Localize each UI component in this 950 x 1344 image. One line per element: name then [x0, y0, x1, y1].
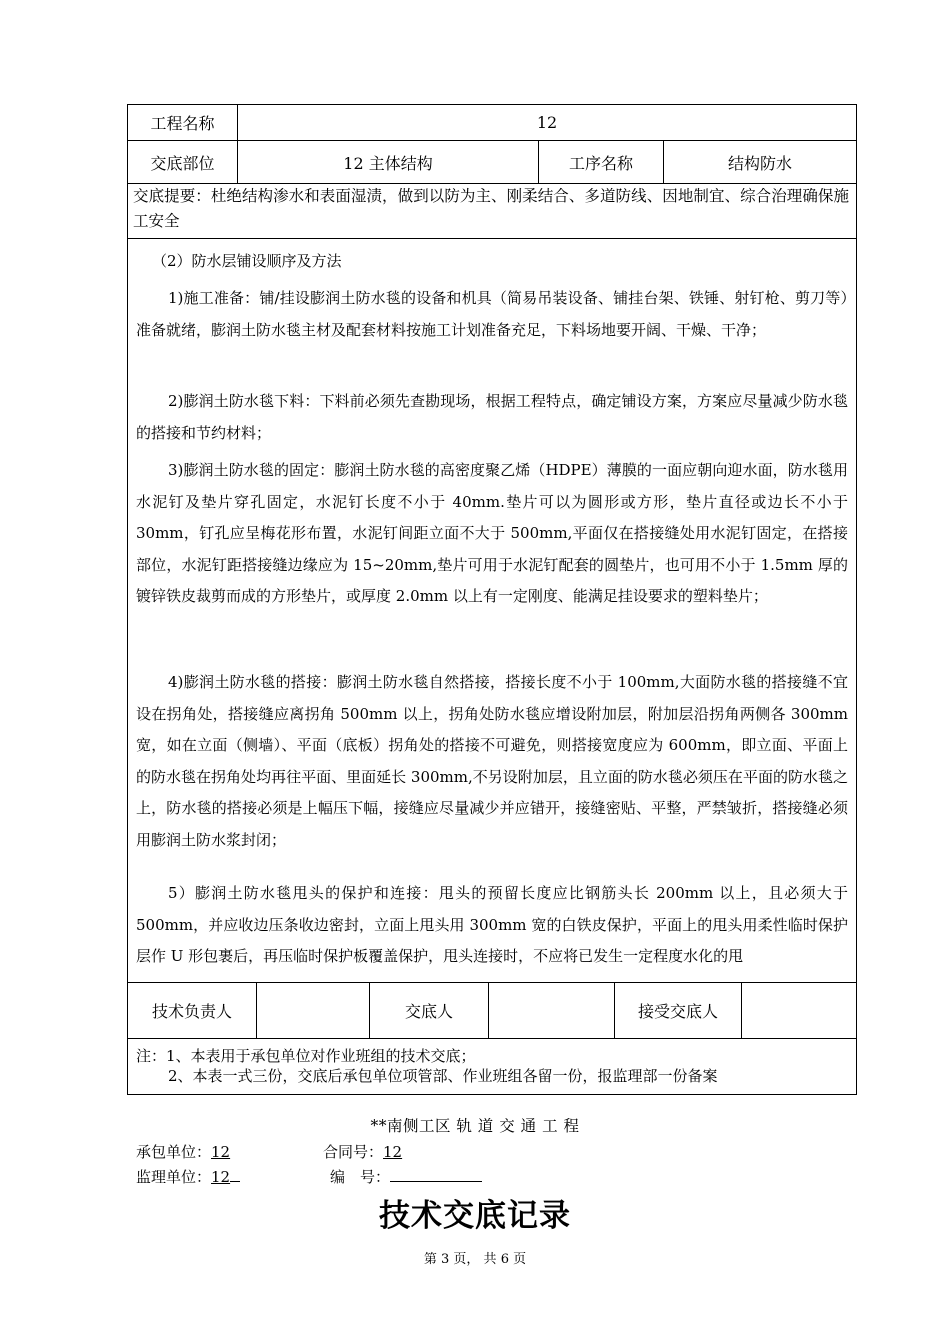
disclosure-summary: 交底提要：杜绝结构渗水和表面湿渍，做到以防为主、刚柔结合、多道防线、因地制宜、综合治理确保施工安全	[133, 187, 849, 230]
contractor-label: 承包单位：	[136, 1143, 212, 1161]
table-border-left	[127, 104, 128, 1095]
paragraph-fixing: 3)膨润土防水毯的固定：膨润土防水毯的高密度聚乙烯（HDPE）薄膜的一面应朝向迎水面，防水毯用水泥钉及垫片穿孔固定，水泥钉长度不小于 40mm.垫片可以为圆形或方形，垫片直径或边长不小于 30mm，钉孔应呈梅花形布置，水泥钉间距立面不大于 500mm,平面仅在搭接缝处用水泥钉固定，在搭接部位，水泥钉距搭接缝边缘应为 15~20mm,垫片可用于水泥钉配套的圆垫片，也可用不小于 1.5mm 厚的镀锌铁皮裁剪而成的方形垫片，或厚度 2.0mm 以上有一定刚度、能满足挂设要求的塑料垫片；	[136, 461, 848, 605]
supervisor-label: 监理单位：	[136, 1168, 212, 1186]
table-border-bottom	[127, 1094, 857, 1095]
table-border-right	[856, 104, 857, 1095]
section-title: （2）防水层铺设顺序及方法	[152, 252, 342, 270]
receiver-signature[interactable]	[742, 983, 856, 1038]
contract-no-value: 12	[383, 1143, 403, 1161]
receiver-label: 接受交底人	[637, 1002, 718, 1021]
serial-row	[330, 1166, 482, 1187]
tech-lead-label: 技术负责人	[151, 1002, 232, 1021]
paragraph-protection: 5）膨润土防水毯甩头的保护和连接：甩头的预留长度应比钢筋头长 200mm 以上，且必须大于 500mm，并应收边压条收边密封，立面上甩头用 300mm 宽的白铁皮保护，平面上的甩头用柔性临时保护层作 U 形包裹后，再压临时保护板覆盖保护，甩头连接时，不应将已发生一定程度水化的甩	[136, 884, 848, 965]
row-divider	[127, 1038, 857, 1039]
serial-label: 编 号：	[330, 1168, 391, 1186]
discloser-label: 交底人	[404, 1002, 453, 1021]
contract-no-row	[323, 1141, 402, 1162]
serial-blank[interactable]	[390, 1167, 482, 1182]
contractor-row	[136, 1141, 230, 1162]
row-divider	[127, 238, 857, 239]
process-label: 工序名称	[568, 153, 633, 173]
supervisor-row	[136, 1166, 240, 1187]
note-line-1: 注：1、本表用于承包单位对作业班组的技术交底；	[136, 1047, 476, 1065]
process-value: 结构防水	[727, 153, 792, 173]
project-name-value: 12	[536, 113, 558, 132]
contractor-value: 12	[211, 1143, 231, 1161]
part-value: 12 主体结构	[343, 153, 433, 173]
contract-no-label: 合同号：	[323, 1143, 384, 1161]
paragraph-cutting: 2)膨润土防水毯下料：下料前必须先查勘现场，根据工程特点，确定铺设方案，方案应尽量减少防水毯的搭接和节约材料；	[136, 392, 848, 442]
paragraph-preparation: 1)施工准备：铺/挂设膨润土防水毯的设备和机具（简易吊装设备、铺挂台架、铁锤、射钉枪、剪刀等）准备就绪，膨润土防水毯主材及配套材料按施工计划准备充足，下料场地要开阔、干燥、干净；	[136, 289, 848, 339]
paragraph-overlap: 4)膨润土防水毯的搭接：膨润土防水毯自然搭接，搭接长度不小于 100mm,大面防水毯的搭接缝不宜设在拐角处，搭接缝应离拐角 500mm 以上，拐角处防水毯应增设附加层，附加层沿拐角两侧各 300mm 宽，如在立面（侧墙）、平面（底板）拐角处的搭接不可避免，则搭接宽度应为 600mm，即立面、平面上的防水毯在拐角处均再往平面、里面延长 300mm,不另设附加层，且立面的防水毯必须压在平面的防水毯之上，防水毯的搭接必须是上幅压下幅，接缝应尽量减少并应错开，接缝密贴、平整，严禁皱折，搭接缝必须用膨润土防水浆封闭；	[136, 673, 848, 849]
document-title: 技术交底记录	[379, 1198, 571, 1234]
supervisor-value: 12	[211, 1168, 231, 1186]
note-line-2: 2、本表一式三份，交底后承包单位项管部、作业班组各留一份，报监理部一份备案	[168, 1067, 718, 1085]
project-name-label: 工程名称	[150, 114, 215, 133]
discloser-signature[interactable]	[489, 983, 614, 1038]
part-label: 交底部位	[150, 153, 215, 173]
page-number: 第 3 页， 共 6 页	[423, 1252, 527, 1267]
tech-lead-signature[interactable]	[257, 983, 369, 1038]
project-title: **南侧工区 轨 道 交 通 工 程	[370, 1117, 580, 1135]
